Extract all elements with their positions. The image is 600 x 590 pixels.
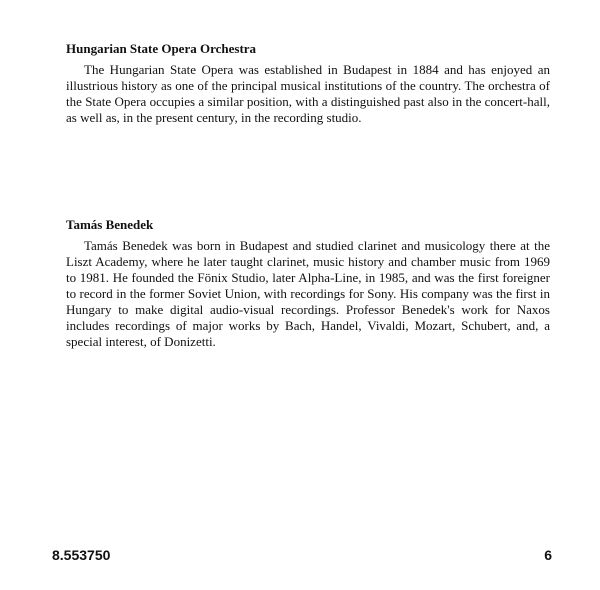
orchestra-section bbox=[66, 40, 550, 126]
conductor-section bbox=[66, 216, 550, 350]
conductor-body: Tamás Benedek was born in Budapest and studied clarinet and musicology there at the Liszt Academy, where he later taught clarinet, music history and chamber music from 1969 to 1981. He founded the Fönix Studio, later Alpha-Line, in 1985, and was the first foreigner to record in the former Soviet Union, with recordings for Sony. His company was the first in Hungary to make digital audio-visual recordings. Professor Benedek's work for Naxos includes recordings of major works by Bach, Handel, Vivaldi, Mozart, Schubert, and, a special interest, of Donizetti. bbox=[66, 238, 550, 349]
conductor-heading: Tamás Benedek bbox=[66, 217, 154, 232]
orchestra-body: The Hungarian State Opera was established in Budapest in 1884 and has enjoyed an illustrious history as one of the principal musical institutions of the country. The orchestra of the State Opera occupies a similar position, with a distinguished past also in the concert-hall, as well as, in the present century, in the recording studio. bbox=[66, 62, 550, 125]
page-number: 6 bbox=[544, 547, 552, 563]
catalog-number: 8.553750 bbox=[52, 547, 111, 563]
orchestra-heading: Hungarian State Opera Orchestra bbox=[66, 41, 257, 56]
